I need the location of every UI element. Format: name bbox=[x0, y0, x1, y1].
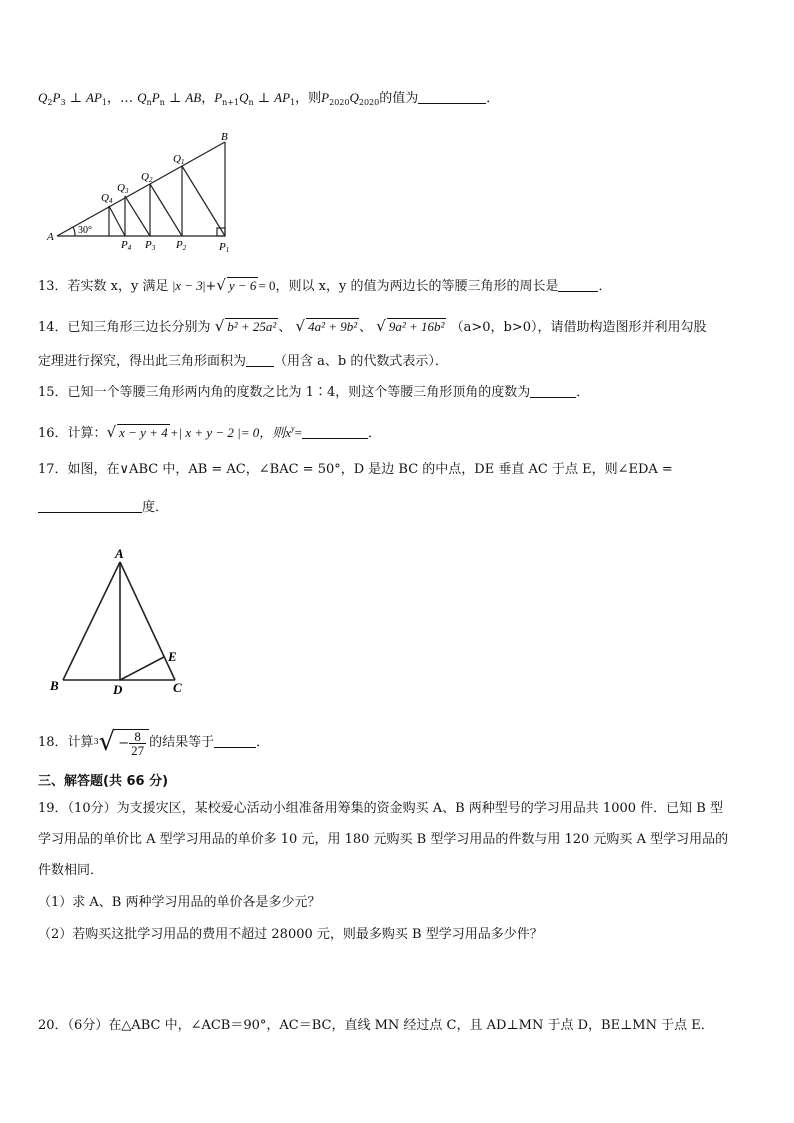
fig12-label-B: B bbox=[221, 131, 228, 143]
q17-answer-blank[interactable] bbox=[38, 498, 142, 513]
fig12-label-Q1: Q1 bbox=[173, 153, 185, 166]
q12-tail-line: $Q_2P_3$ ⊥ $AP_1$，… $Q_nP_n$ ⊥ AB，$P_{n+1}Q_n$ ⊥ $AP_1$，则$P_{2020}Q_{2020}$的值为 ． bbox=[38, 90, 500, 107]
fig12-label-Q4: Q4 bbox=[101, 192, 113, 205]
q14-line1: 14．已知三角形三边长分别为 √ b² + 25a² 、 √ 4a² + 9b² 、 √ 9a² + 16b² （a>0，b>0），请借助构造图形并利用勾股 bbox=[38, 317, 707, 335]
q14-answer-blank[interactable] bbox=[246, 352, 274, 367]
fig17-label-E: E bbox=[168, 649, 177, 664]
q16-answer-blank[interactable] bbox=[302, 424, 368, 439]
q13-line: 13．若实数 x，y 满足 |x − 3|+√ y − 6 = 0，则以 x，y 的值为两边长的等腰三角形的周长是 ． bbox=[38, 276, 612, 294]
q14-line2: 定理进行探究，得出此三角形面积为 （用含 a、b 的代数式表示）． bbox=[38, 354, 448, 369]
q16-line: 16．计算：√ x − y + 4 +| x + y − 2 |= 0，则$x^y=$ ． bbox=[38, 423, 381, 441]
q19-part2: （2）若购买这批学习用品的费用不超过 28000 元，则最多购买 B 型学习用品多少件？ bbox=[38, 927, 543, 942]
q17-line2: 度． bbox=[38, 498, 168, 518]
q19-line1: 19．（10分）为支援灾区，某校爱心活动小组准备用筹集的资金购买 A、B 两种型号的学习用品共 1000 件．已知 B 型 bbox=[38, 801, 723, 816]
section-3-title: 三、解答题(共 66 分) bbox=[38, 774, 169, 789]
q19-line2: 学习用品的单价比 A 型学习用品的单价多 10 元，用 180 元购买 B 型学习用品的件数与用 120 元购买 A 型学习用品的 bbox=[38, 832, 729, 847]
fig12-label-P3: P3 bbox=[145, 239, 156, 252]
q15-line: 15．已知一个等腰三角形两内角的度数之比为 1∶4，则这个等腰三角形顶角的度数为 ． bbox=[38, 385, 590, 400]
fig17-label-D: D bbox=[113, 682, 123, 697]
q17-line1: 17．如图，在∨ABC 中，AB = AC，∠BAC = 50°，D 是边 BC 的中点，DE 垂直 AC 于点 E，则∠EDA = bbox=[38, 462, 673, 477]
q13-answer-blank[interactable] bbox=[558, 277, 598, 292]
fig12-label-30: 30° bbox=[78, 225, 92, 236]
q17-figure bbox=[45, 540, 195, 700]
fig17-label-B: B bbox=[50, 678, 59, 693]
fig12-label-P2: P2 bbox=[176, 239, 187, 252]
fig12-label-P1: P1 bbox=[219, 241, 230, 253]
q20-line1: 20．（6分）在△ABC 中，∠ACB＝90°，AC＝BC，直线 MN 经过点 C，且 AD⊥MN 于点 D，BE⊥MN 于点 E． bbox=[38, 1018, 714, 1033]
q12-figure bbox=[45, 128, 235, 253]
fig12-label-Q2: Q2 bbox=[141, 171, 153, 184]
q19-part1: （1）求 A、B 两种学习用品的单价各是多少元？ bbox=[38, 895, 321, 910]
fig17-label-C: C bbox=[173, 680, 182, 695]
fig17-label-A: A bbox=[115, 546, 124, 561]
q18-line: 18．计算$^3$√ − $\frac{8}{27}$ 的结果等于 ． bbox=[38, 727, 270, 758]
q12-answer-blank[interactable] bbox=[418, 89, 486, 104]
fig12-label-P4: P4 bbox=[121, 239, 132, 252]
q15-answer-blank[interactable] bbox=[530, 383, 576, 398]
q18-answer-blank[interactable] bbox=[214, 733, 256, 748]
fig12-label-Q3: Q3 bbox=[117, 182, 129, 195]
q19-line3: 件数相同． bbox=[38, 863, 104, 878]
fig12-label-A: A bbox=[47, 231, 54, 243]
